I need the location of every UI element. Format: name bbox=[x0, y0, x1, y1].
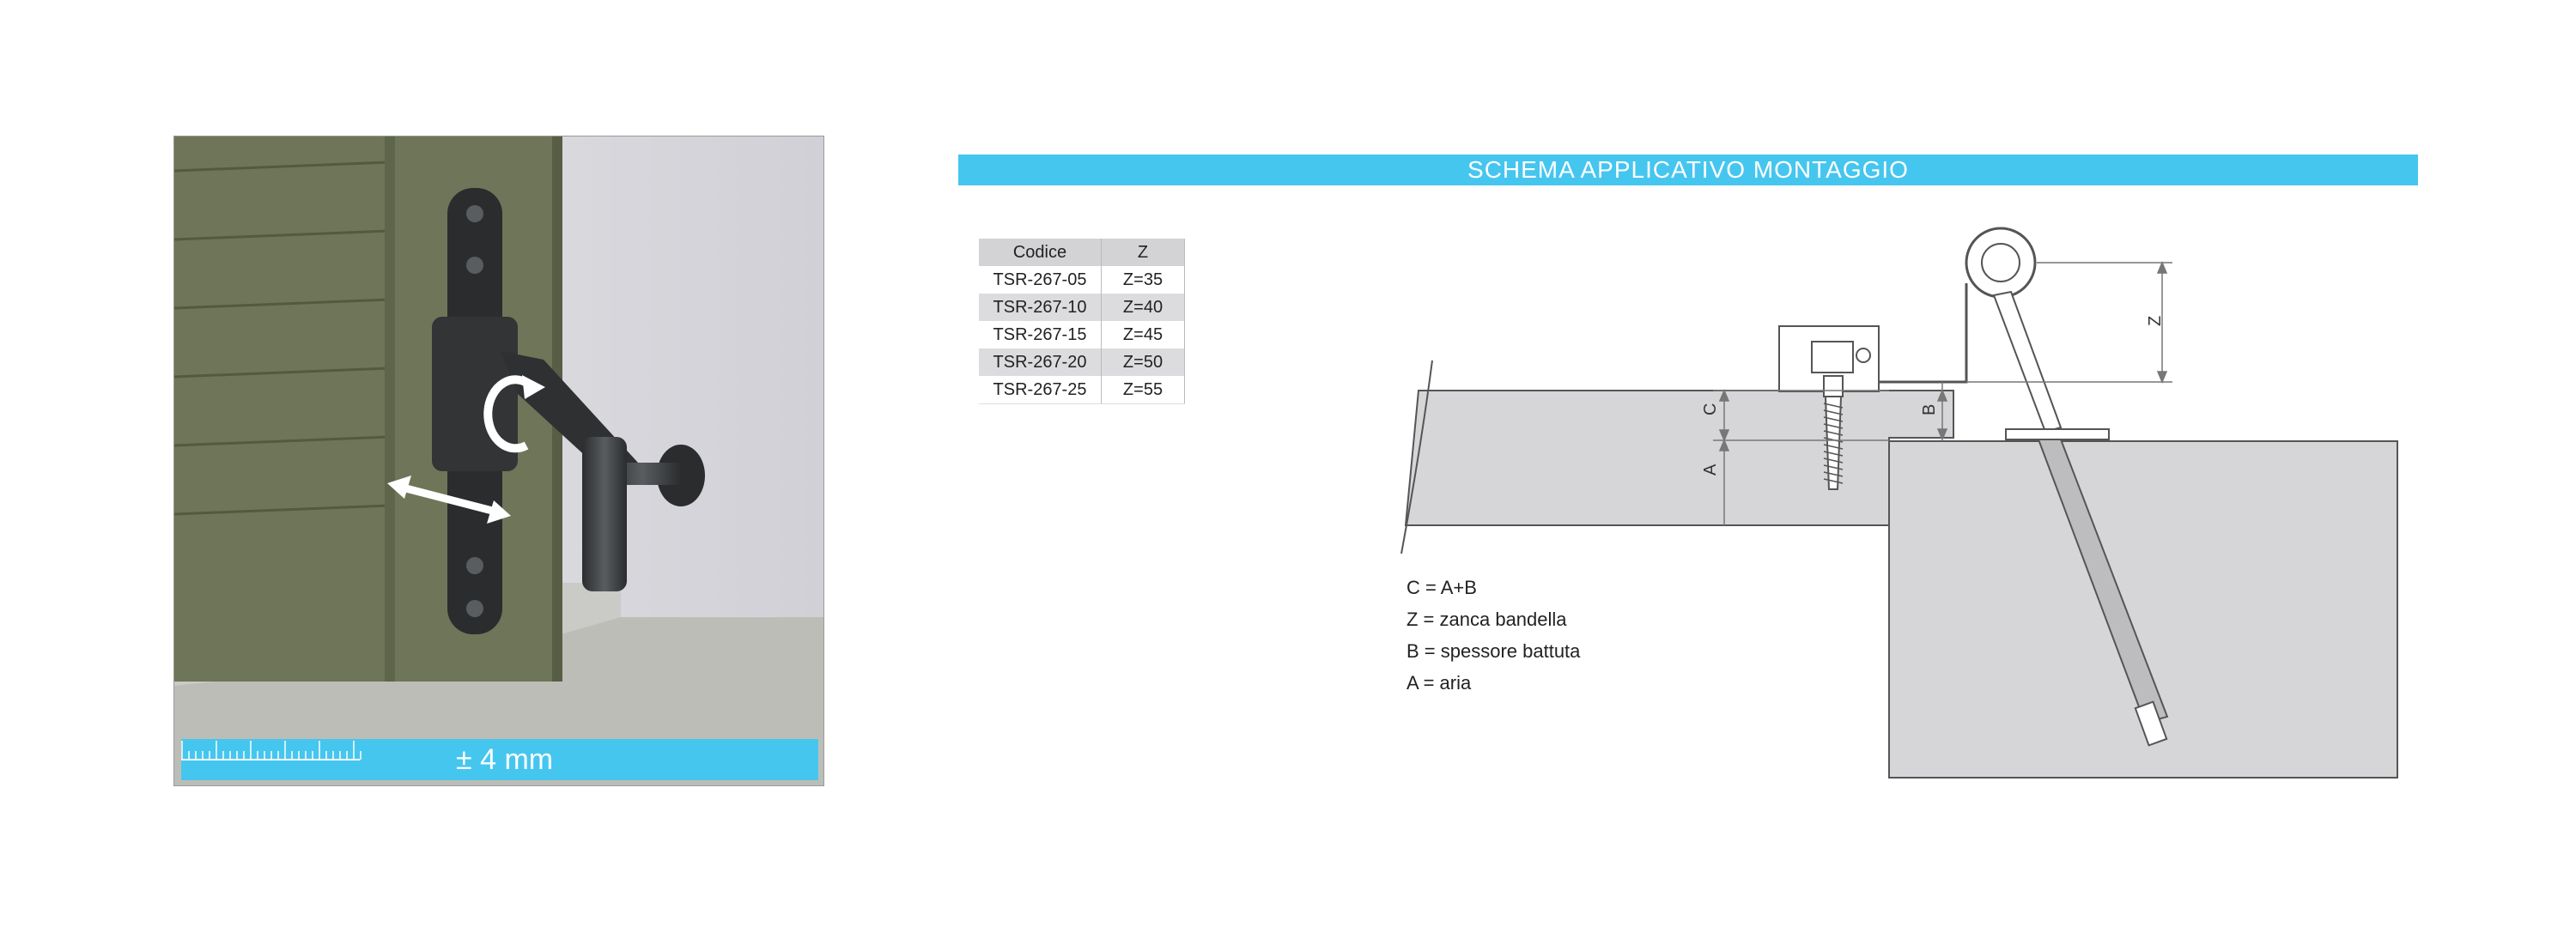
legend bbox=[1406, 572, 1580, 699]
pin-base bbox=[2006, 429, 2109, 439]
legend-item-z: Z = zanca bandella bbox=[1406, 609, 1567, 630]
dimension-label-c: C bbox=[1701, 403, 1720, 415]
code-cell: TSR-267-15 bbox=[979, 321, 1102, 348]
z-cell: Z=55 bbox=[1102, 376, 1185, 404]
legend-item-c: C = A+B bbox=[1406, 577, 1477, 598]
shutter-section bbox=[1406, 391, 1953, 525]
adjustment-range-label: ± 4 mm bbox=[456, 743, 554, 776]
dimension-label-b: B bbox=[1920, 403, 1939, 415]
schema-title: SCHEMA APPLICATIVO MONTAGGIO bbox=[1467, 156, 1909, 183]
code-cell: TSR-267-25 bbox=[979, 376, 1102, 404]
hinge-strap-line bbox=[1879, 283, 1966, 382]
dimension-label-z: Z bbox=[2146, 315, 2165, 326]
dimension-label-a: A bbox=[1701, 464, 1720, 476]
z-cell: Z=50 bbox=[1102, 348, 1185, 376]
z-cell: Z=45 bbox=[1102, 321, 1185, 348]
column-header-z: Z bbox=[1102, 239, 1185, 266]
z-cell: Z=35 bbox=[1102, 266, 1185, 294]
code-cell: TSR-267-20 bbox=[979, 348, 1102, 376]
legend-item-b: B = spessore battuta bbox=[1406, 640, 1581, 662]
hinge-pin-line bbox=[1994, 292, 2061, 432]
code-cell: TSR-267-05 bbox=[979, 266, 1102, 294]
code-cell: TSR-267-10 bbox=[979, 294, 1102, 321]
z-cell: Z=40 bbox=[1102, 294, 1185, 321]
legend-item-a: A = aria bbox=[1406, 672, 1472, 694]
column-header-code: Codice bbox=[979, 239, 1102, 266]
